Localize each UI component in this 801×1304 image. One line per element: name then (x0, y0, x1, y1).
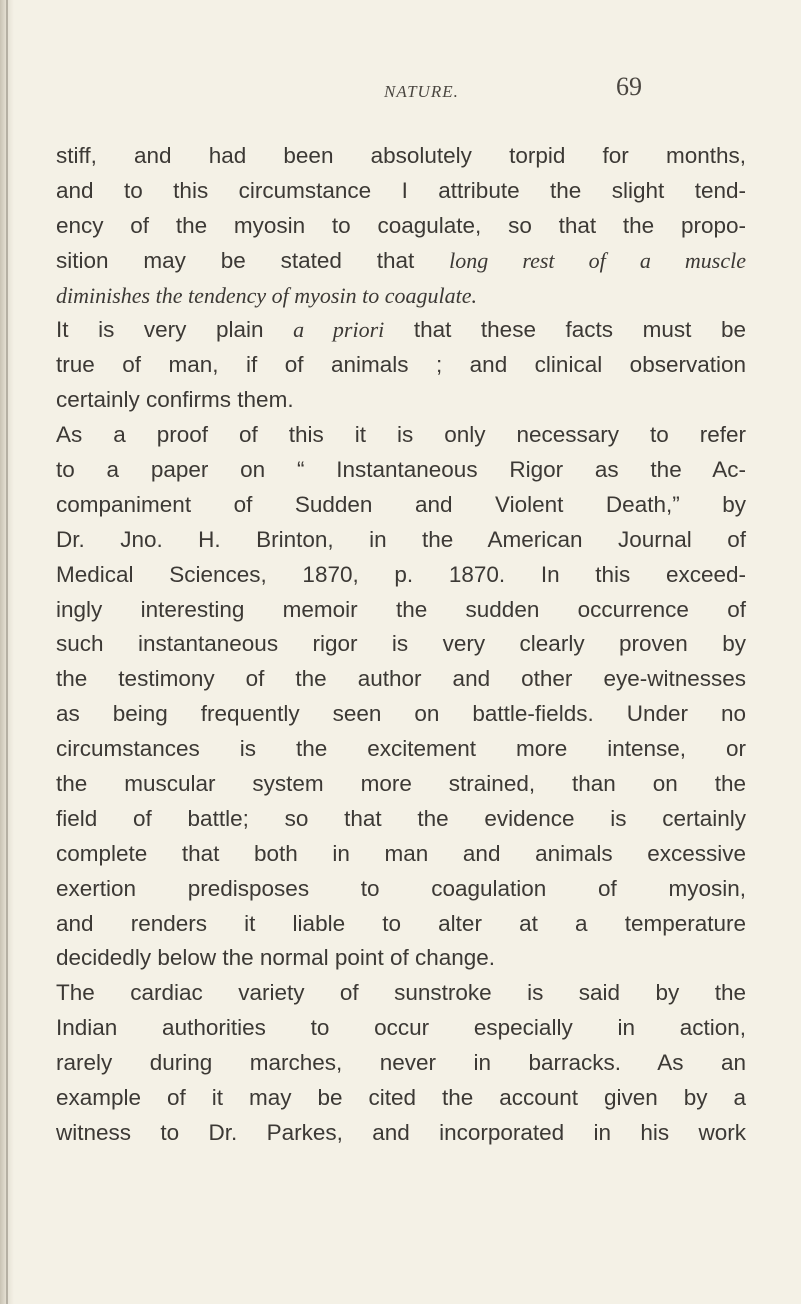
text-line (56, 1116, 746, 1151)
text-line (56, 1081, 746, 1116)
text-line (56, 313, 746, 348)
text-line (56, 1046, 746, 1081)
text-run: Medical Sciences, 1870, p. 1870. In this exceed- (56, 561, 746, 587)
text-run: stiff, and had been absolutely torpid for months, (56, 143, 746, 168)
text-line (56, 383, 746, 418)
text-run: As a proof of this it is only necessary to refer (56, 422, 746, 448)
text-line (56, 348, 746, 383)
text-line (56, 1011, 746, 1046)
text-line (56, 453, 746, 488)
italic-text: long rest of a muscle (449, 247, 747, 273)
text-run: to a paper on “ Instantaneous Rigor as the Ac- (56, 457, 746, 483)
text-run: circumstances is the excitement more intense, or (56, 736, 746, 762)
italic-text: diminishes the tendency of myosin to coagulate. (56, 282, 477, 308)
text-run: companiment of Sudden and Violent Death,” by (56, 491, 746, 517)
text-run: rarely during marches, never in barracks. As an (56, 1050, 746, 1076)
text-line (56, 174, 746, 209)
text-line (56, 872, 746, 907)
text-line (56, 837, 746, 872)
page-number: 69 (616, 72, 642, 101)
text-run: Dr. Jno. H. Brinton, in the American Journal of (56, 526, 746, 552)
text-run: the testimony of the author and other eye-witnesses (56, 666, 746, 692)
text-run: witness to Dr. Parkes, and incorporated in his work (56, 1119, 746, 1145)
text-line (56, 627, 746, 662)
text-line (56, 907, 746, 942)
text-line (56, 279, 746, 314)
text-run: Indian authorities to occur especially in action, (56, 1015, 746, 1041)
text-run: field of battle; so that the evidence is certainly (56, 805, 746, 831)
text-line (56, 802, 746, 837)
text-line (56, 558, 746, 593)
text-line (56, 488, 746, 523)
text-run: and to this circumstance I attribute the slight tend- (56, 177, 746, 203)
text-line (56, 523, 746, 558)
running-head: NATURE. (384, 82, 459, 101)
text-run: as being frequently seen on battle-fields. Under no (56, 701, 746, 727)
text-run: ency of the myosin to coagulate, so that the propo- (56, 212, 746, 238)
text-line (56, 244, 746, 279)
text-line (56, 209, 746, 244)
text-run: true of man, if of animals ; and clinical observation (56, 352, 746, 378)
text-run: complete that both in man and animals excessive (56, 840, 746, 866)
text-run: sition may be stated that (56, 247, 450, 273)
text-line (56, 593, 746, 628)
text-run: ingly interesting memoir the sudden occurrence of (56, 596, 746, 622)
text-line (56, 697, 746, 732)
text-run: It is very plain (56, 317, 294, 343)
text-line (56, 418, 746, 453)
text-line (56, 139, 746, 174)
text-run: decidedly below the normal point of change. (56, 945, 496, 971)
text-run: example of it may be cited the account given by a (56, 1085, 746, 1111)
text-line (56, 976, 746, 1011)
italic-text: a priori (293, 317, 385, 343)
text-run: such instantaneous rigor is very clearly proven by (56, 631, 746, 657)
text-run: certainly confirms them. (56, 387, 294, 413)
text-run: the muscular system more strained, than on the (56, 771, 746, 797)
body-text (56, 139, 746, 1151)
text-run: and renders it liable to alter at a temperature (56, 910, 746, 936)
text-run: exertion predisposes to coagulation of myosin, (56, 875, 746, 901)
text-line (56, 941, 746, 976)
text-line (56, 732, 746, 767)
text-line (56, 662, 746, 697)
text-line (56, 767, 746, 802)
text-run: The cardiac variety of sunstroke is said by the (56, 980, 746, 1006)
text-run: that these facts must be (384, 317, 746, 343)
